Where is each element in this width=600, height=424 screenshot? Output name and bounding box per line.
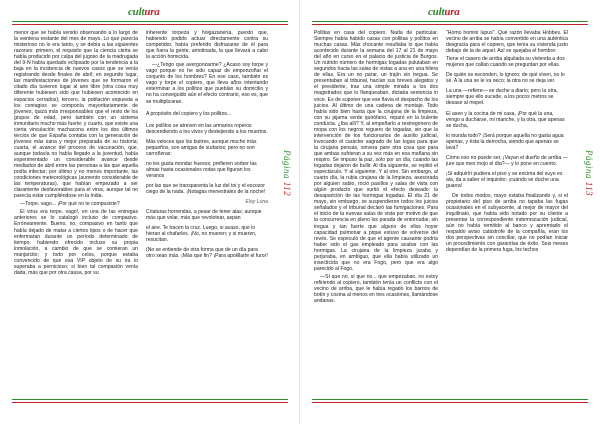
poem-stanza: La una —refiere— se duche a diario; pero la otra, siempre que ello sucede, a los pocos metros se desase al mopel. xyxy=(446,88,558,107)
paragraph: —Sí que no, sí que no... que empezaban, no estoy refiriendo al copiero, también tenía un conflicto con el vecino de arriba, que le había regado los barrios de botín y cosina al menos en tres ocasiones, llamándose andanas. xyxy=(314,273,438,305)
poem-block xyxy=(446,56,568,189)
header-rule-green xyxy=(12,21,288,22)
right-column-1 xyxy=(314,30,438,306)
paragraph: inherente torpeza y holgazanería, puesto que, habiendo podido actuar directamente contra su competidor, había preferido disfrazarse de él para que fuera la gente, amotinada, la que llevará a cabo la acción homicida. xyxy=(146,30,268,61)
poem-stanza: Más veloces que los buitres, aunque mucho más pequeños, son amigas de sudarios; pero no son carroñeras: xyxy=(146,138,257,157)
dialogue-line: —¿Tengo que avergonzarme? ¿Acaso soy torpe y vago porque no he sido capaz de emponzoñar el conjunto de los hombres? En ese caso, también es vago y torpe el copiero, que lleva años intentando exterminar a los pollitos que pueblan su domicilio y no ha conseguido aún el efecto contrario, eso es, que se multiplicaran. xyxy=(146,62,268,105)
paragraph: menor que se había venido observando a lo largo de la veintena restante del mes de mayo. Lo que parecía misterioso no lo era tanto, y se debía a las siguientes razones: primero, el requisito que la ciencia cierta se había producido por culpa del jugoso de la madrugada del 9-N había quedado eclipsado por la tendencia a la baja en la incidencia de nuevos casos que se venía registrando desde finales de abril; en segundo lugar, las manifestaciones de jóvenes que se formaron el citado día tuvieron lugar al aire libre (otra cosa muy diferente hubiesen sido que hubiesen acontecido en espacios cerrados); tercero, la población expuesta a los contagios se componía mayoritariamente de jóvenes, quizá más irresponsables que el resto de los grupos de edad, pero también con un sistema inmunitario mucho más fuerte; y cuarto, que existe una cierta vinculación machacona entre los dos últimos tercios de que España contaba con la generación de jóvenes más sana y mejor preparada de su historia; cuarta, el avance del proceso de vacunación, que, aunque todavía no había llegado a la juventud, había experimentado un considerable avance desde mediados de abril entre las personas a las que aquella podía infectar; por último y no menos importante, las condiciones meteorológicas (aumento considerable de las temperaturas), que habían empezado a ser claramente desfavorables para el virus, aunque tal no parecía estar cumpliéndose en la India. xyxy=(14,30,139,200)
poem-title: A propósito del copiero y los pollitos... xyxy=(146,110,232,117)
page-folio-left: Página 112 xyxy=(282,150,292,197)
poem-stanza: Los pollitos se atreven en las armarios roperos descendiendo a los vivos y destejiendo a los muertos. xyxy=(146,122,268,135)
header-rule-green xyxy=(312,21,588,22)
poem-stanza: no les gusta mondar huesos; prefieren sorber las almas hasta ocasionales notas que figuran los veranos xyxy=(146,160,257,179)
poem-stanza: (No se entiende de otra forma que de un día para otro sean más. ¡Más que fin? ¡Para apolillarte el furor! xyxy=(146,247,268,260)
right-column-2 xyxy=(446,30,568,256)
footer-rule-red xyxy=(12,402,288,403)
poem-stanza: el aire. Te tracen la cruz. Luego, si acaso, que lo hieran al chafarles. ¡No, no mueren; y si mueren, resucitan. xyxy=(146,225,257,244)
paragraph: El virus era torpe, vago!, en una de las entregas anteriores se lo catalogó incluso de compasivo. Erróneamente. Bueno, no; compasivo en tanto que había dejado de matar a ciertos tipos o de hacer que enfermaran durante un período determinado de tiempo, habiendo ofrecido incluso su propia inmolación, a cambio de que se comieran un manjarcito; y todo por celos, porque estaba convencido de que esa VIP objeto de su ira lo superaba a pernicioso; si bien tal compasión venía dada, más que por otra causa, por su xyxy=(14,209,138,276)
magazine-logo: cultura xyxy=(428,6,460,18)
poem-block xyxy=(146,111,268,260)
paragraph: Pollitas en casa del copiero. Nada de particular. Siempre había habido casas con pollitas y pollitos en muchas casas. Más chocante resultaba lo que había acontecido durante la semana del 17 al 21 de mayo del año en curso en el palacio de justicia de Burgos. Un nutrido número de hormigas togadas pululaban en segundos hacia las salas de vistas a una en una hilera de ellas. Era un no parar, un trajín sin tregua. Se presentaban al tribunal, hacían sus breves alegatos y el presidente, tras una simple mirada a los dos magistrados que lo flanqueaban, dictaba sentencia in voce. Es de suponer que ese flavia el despacho de los juicios. Al último de una cadena de montaje. Todo había sido bien hasta que la cirujana de la limpieza, con su pijama verde quirófano, reparó en la bulente conducta. ¿Iba allí? Y, al empeñarlo a restregonero de mopa con los negros reguero de togadas, sin que la intervención de los funcionarios de auxilio judicial, invocando el carácter sagrado de las togas para que la cirujana pensás, sinvera pare otra cosa que para que ambas sufrieran a su vez más en esa mañana sin respiro. Se impuso la paz, solo por un día, cuando las togadas dejaron de bullir. Al día siguiente, se repitió el espectáculo. Y al siguiente. Y al otro. Sin embargo, al cuarto día, la rubia cirujana de la limpieza, asesorada por alguien sabio, roció pasillos y salas de vista con algún producto que surtió el efecto deseado: la desaparición de las hormigas togadas. El día 21 de mayo, sin embargo, se suspendieron todos los juicios señalados y el tribunal declaró las fumigaciones. Para el inicio de la nuevas salas de vista por motivo de que la concurrencia en pleno los parada de entornudar, sin tregua y tan fuerte que alguno de ellos hoyer capacidad pulmonar a pique estuvo de volverse del revés. Se especuló de que el agente causante podría haber sido el gas empleado para acabar con las hormigas. La cirujana de la limpieza juraba y perjuraba, en ambiguo, que ella había utilizado un insecticida que no era Fogo, pero que era algo parecido al Fogo. xyxy=(314,30,438,272)
paragraph: "Homo homini lupus". Qué razón llevaba Hobbes. El vecino de arriba se había convertido en una auténtica desgracia para el copiero, que tenía su vivienda justo debajo de la de aquel. Así se quejaba el hombre: xyxy=(446,30,568,55)
footer-rule-green xyxy=(12,399,288,400)
poem-stanza: por las que se transparenta la luz del toi y el escozor ciego de la nada. ¡Notagas menestrales de la noche! xyxy=(146,182,266,196)
footer-rule-red xyxy=(312,402,588,403)
footer-rule-green xyxy=(312,399,588,400)
poem-stanza: El aseo y la cocina de mi casa, ¡Por qué la una, vengo a ducharse, mi manche, y la otra, que apenas se ducha, xyxy=(446,110,565,129)
poem-stanza: Cómo eso no puede ser, ¡Vayan el dueño de arriba —jure que mes mojo el día?— y lo pone en cuento. xyxy=(446,154,568,167)
dialogue-line: —Torpe, vago... ¡Por qué no te compusiste? xyxy=(20,201,120,208)
page-folio-right: Página 113 xyxy=(584,150,594,197)
poem-stanza: Tiene el casero de arriba alquilada su vivienda a dos mujeres que callan cuando se preguntan por ellas. xyxy=(446,56,565,69)
paragraph: De todos modos, mayo estaba finalizando y, si el propietario del piso de arriba no tapaba las fugas ocasionales en el subyacente, al mejor de mayor del inquilinato, que había sido notado por su cliente a presentar la correspondiente indemnización judicial, aún no había remitido al banco y apremiado el respaldo aviso catástrofe de la compañía, eran los dos perspectivas sin conciliar, que no podían iniciar un procedimiento con garantías de éxito. Seis meses dependían de la primera fuga, los techos xyxy=(446,193,568,254)
poem-stanza: Criaturas horrendas, a pesar de tener alas; aunque más que volar, más que revolotear, aspan xyxy=(146,209,262,222)
header-rule-red xyxy=(312,24,588,25)
poem-stanza: ¡Si adquiríri pudiera el piso y se encima del suyo es ala, da a saber el inquinito: ¡cuándo se duche una guarra! xyxy=(446,170,563,189)
right-page xyxy=(300,0,600,424)
left-column-2 xyxy=(146,30,268,263)
poem-stanza: lo inunda todo? ¡Será porque aquella no gasta agua apenas, y ésta la derrocha, siendo que apenas se lava? xyxy=(446,132,564,151)
poem-author: Eloy Luna xyxy=(245,199,268,206)
poem-stanza: De quién se esconden, lo ignoro; de qué viven, no lo sé. A la una se le va oeco; la otra no se deja ver. xyxy=(446,72,565,85)
left-column-1 xyxy=(14,30,138,278)
magazine-logo: cultura xyxy=(128,6,160,18)
header-rule-red xyxy=(12,24,288,25)
